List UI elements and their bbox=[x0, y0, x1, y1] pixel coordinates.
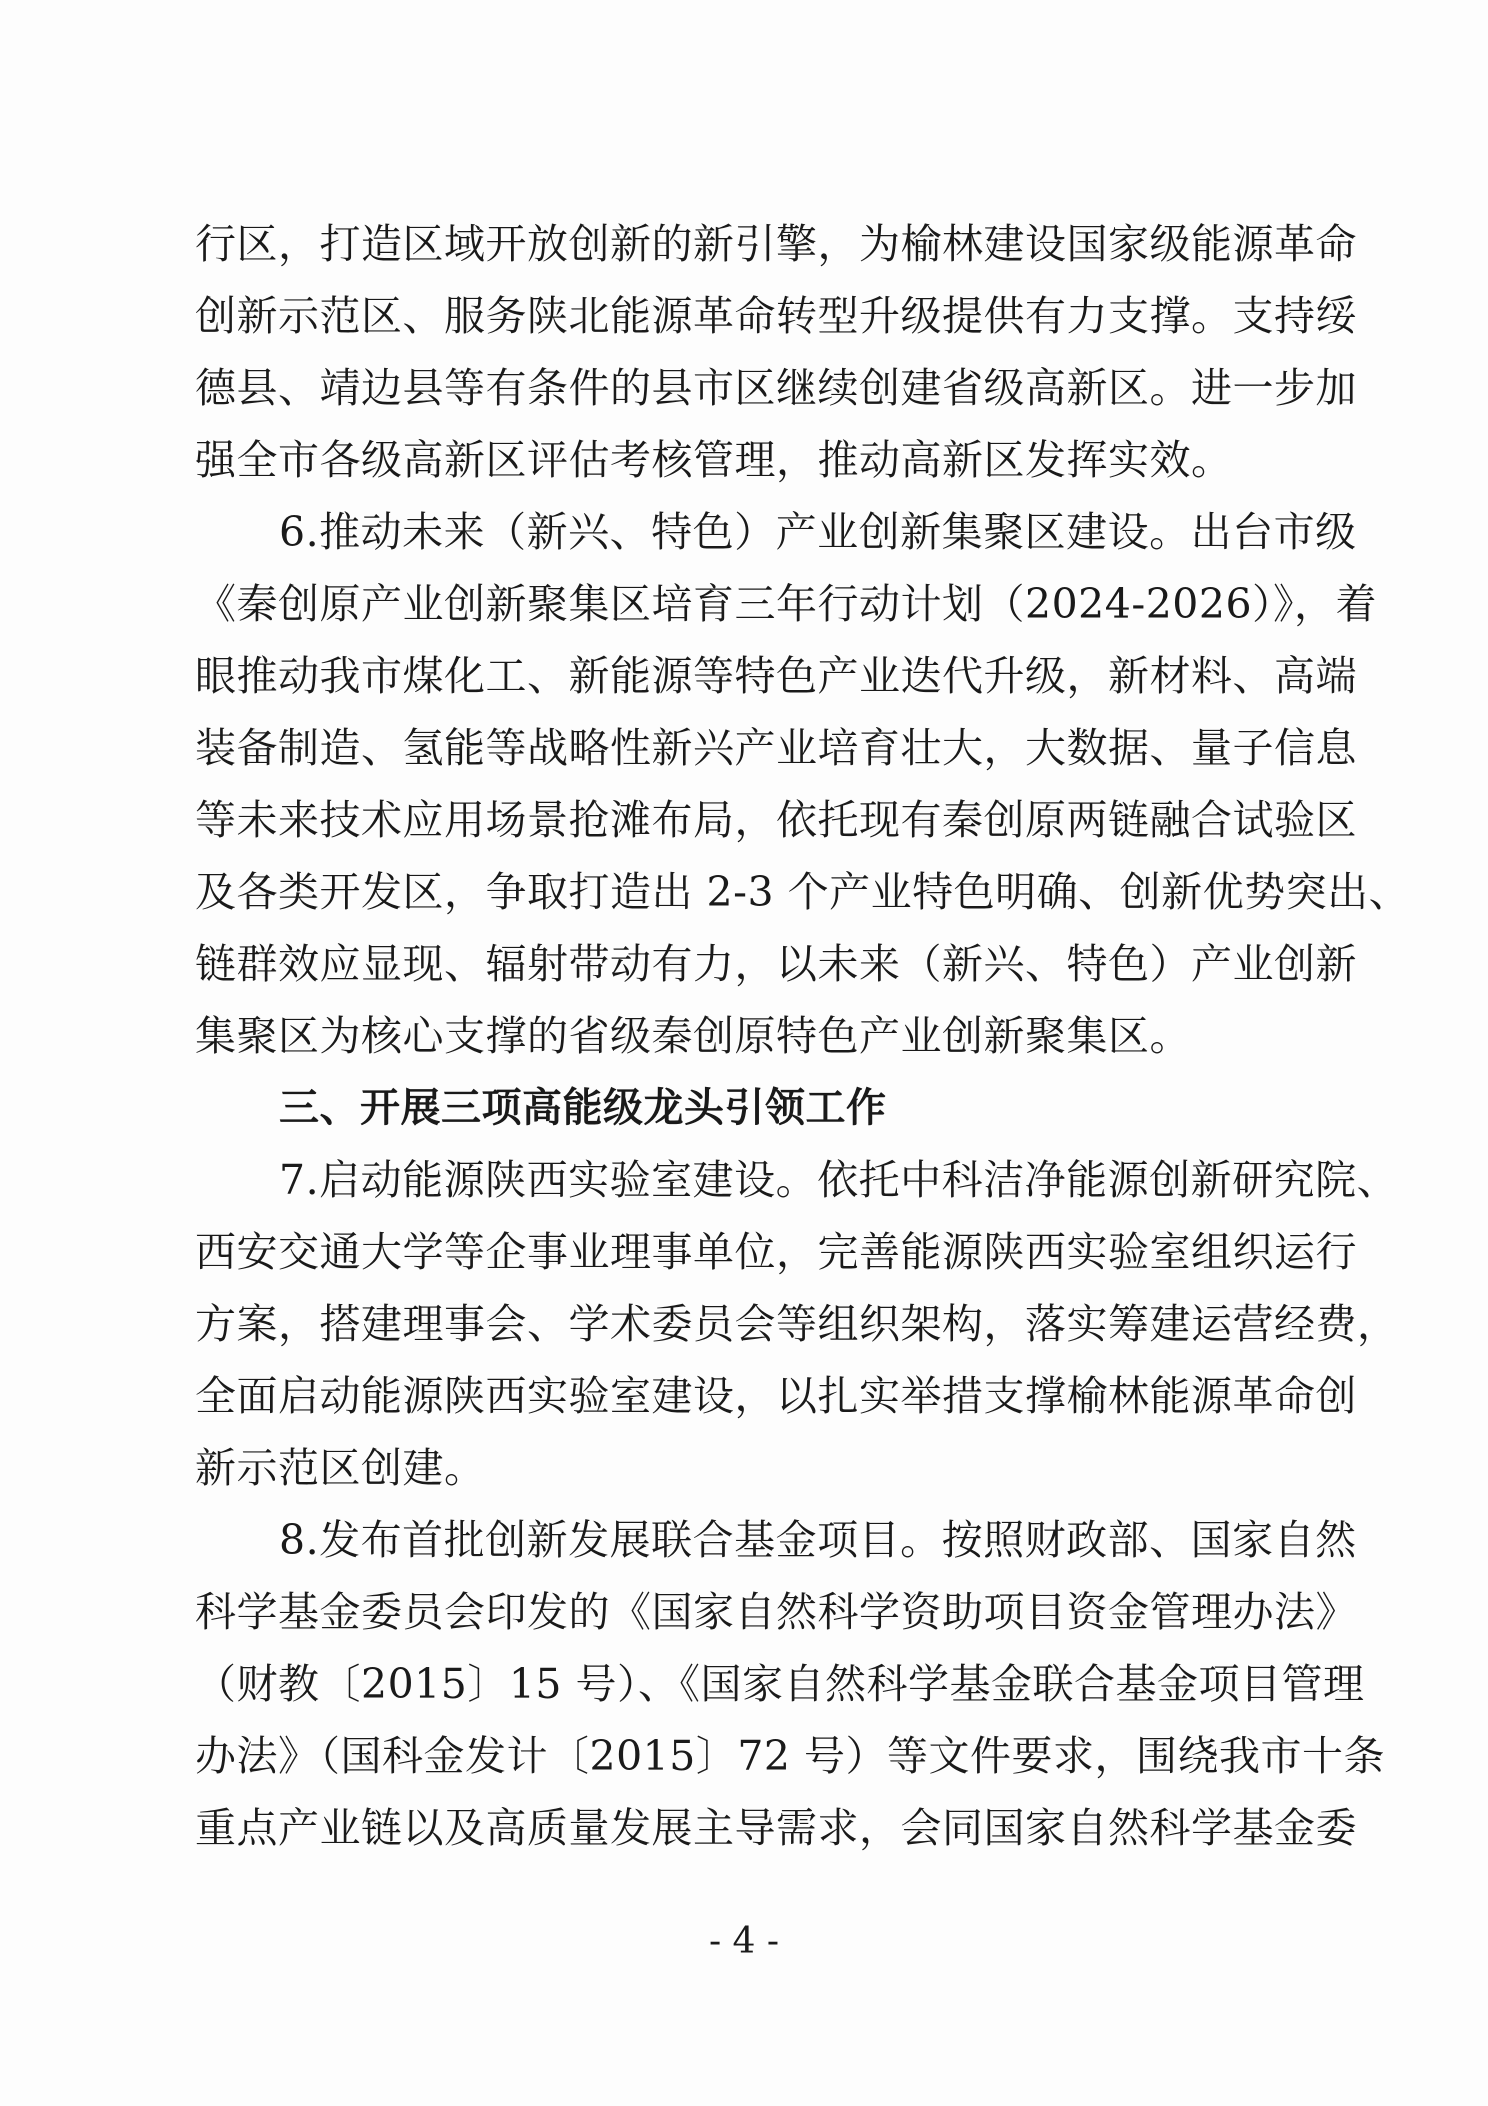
text-line: 《秦创原产业创新聚集区培育三年行动计划（2024-2026）》，着 bbox=[195, 580, 1378, 628]
text-line: 强全市各级高新区评估考核管理，推动高新区发挥实效。 bbox=[195, 436, 1233, 484]
paragraph-item-6 bbox=[195, 496, 1411, 1072]
paragraph-item-8 bbox=[195, 1504, 1386, 1864]
text-line: 行区，打造区域开放创新的新引擎，为榆林建设国家级能源革命 bbox=[195, 220, 1357, 268]
text-line: 及各类开发区，争取打造出 2-3 个产业特色明确、创新优势突出、 bbox=[195, 868, 1411, 916]
paragraph-high-tech-zones bbox=[195, 208, 1357, 496]
text-line: 装备制造、氢能等战略性新兴产业培育壮大，大数据、量子信息 bbox=[195, 724, 1357, 772]
paragraph-item-7 bbox=[195, 1144, 1399, 1504]
document-body bbox=[195, 208, 1411, 1864]
text-line: 6.推动未来（新兴、特色）产业创新集聚区建设。出台市级 bbox=[279, 508, 1357, 556]
text-line: 重点产业链以及高质量发展主导需求，会同国家自然科学基金委 bbox=[195, 1804, 1357, 1852]
text-line: 7.启动能源陕西实验室建设。依托中科洁净能源创新研究院、 bbox=[279, 1156, 1399, 1204]
text-line: 8.发布首批创新发展联合基金项目。按照财政部、国家自然 bbox=[279, 1516, 1357, 1564]
text-line: 等未来技术应用场景抢滩布局，依托现有秦创原两链融合试验区 bbox=[195, 796, 1357, 844]
text-line: 方案，搭建理事会、学术委员会等组织架构，落实筹建运营经费， bbox=[195, 1300, 1399, 1348]
text-line: 眼推动我市煤化工、新能源等特色产业迭代升级，新材料、高端 bbox=[195, 652, 1357, 700]
page-number: - 4 - bbox=[708, 1921, 780, 1962]
text-line: 西安交通大学等企事业理事单位，完善能源陕西实验室组织运行 bbox=[195, 1228, 1357, 1276]
section-heading: 三、开展三项高能级龙头引领工作 bbox=[279, 1085, 887, 1131]
text-line: 链群效应显现、辐射带动有力，以未来（新兴、特色）产业创新 bbox=[195, 940, 1357, 988]
text-line: 德县、靖边县等有条件的县市区继续创建省级高新区。进一步加 bbox=[195, 364, 1357, 412]
text-line: 新示范区创建。 bbox=[195, 1444, 486, 1492]
text-line: 全面启动能源陕西实验室建设，以扎实举措支撑榆林能源革命创 bbox=[195, 1372, 1357, 1420]
text-line: 集聚区为核心支撑的省级秦创原特色产业创新聚集区。 bbox=[195, 1012, 1191, 1060]
text-line: 办法》（国科金发计〔2015〕72 号）等文件要求，围绕我市十条 bbox=[195, 1732, 1386, 1780]
text-line: 创新示范区、服务陕北能源革命转型升级提供有力支撑。支持绥 bbox=[195, 292, 1357, 340]
text-line: 科学基金委员会印发的《国家自然科学资助项目资金管理办法》 bbox=[195, 1588, 1357, 1636]
text-line: （财教〔2015〕15 号）、《国家自然科学基金联合基金项目管理 bbox=[195, 1660, 1365, 1708]
